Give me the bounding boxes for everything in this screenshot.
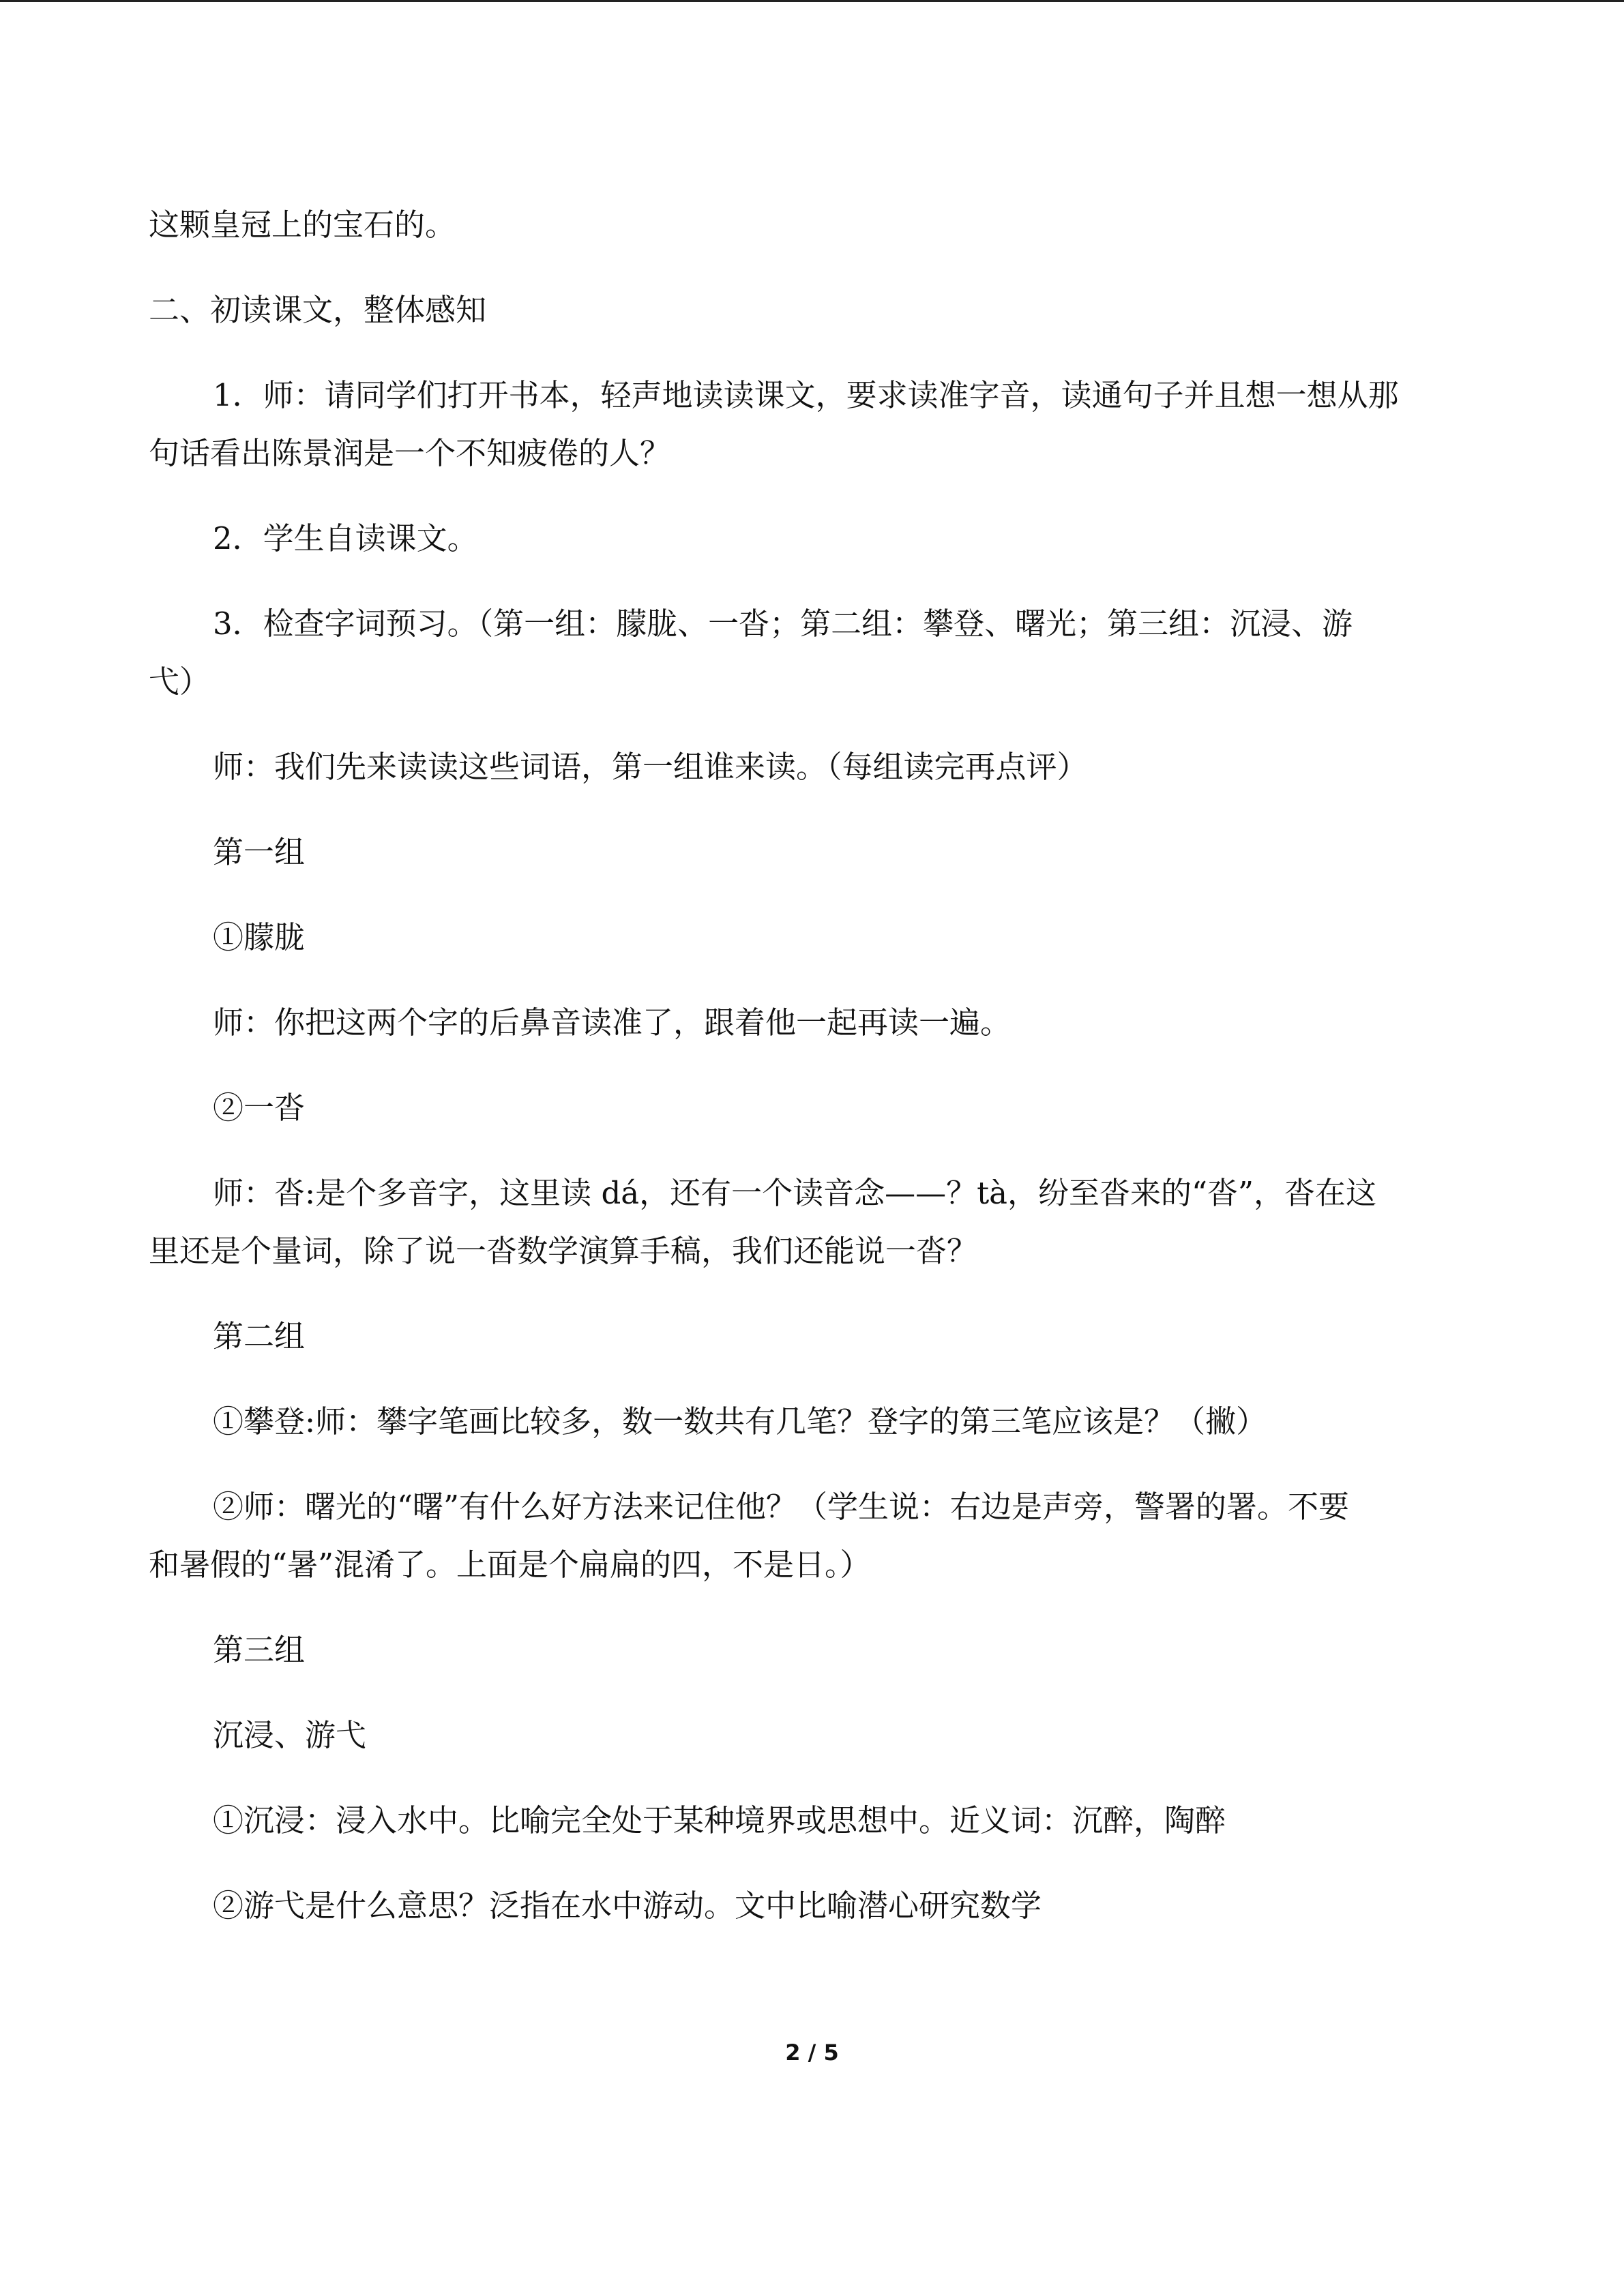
group-heading: 第一组	[213, 834, 306, 870]
text-line: 弋）	[149, 664, 211, 700]
section-heading: 二、初读课文，整体感知	[149, 292, 487, 328]
text-line: ②游弋是什么意思？泛指在水中游动。文中比喻潜心研究数学	[213, 1888, 1042, 1924]
text-line: 里还是个量词，除了说一沓数学演算手稿，我们还能说一沓？	[149, 1233, 978, 1269]
text-line: ①攀登:师：攀字笔画比较多，数一数共有几笔？登字的第三笔应该是？（撇）	[213, 1403, 1267, 1440]
text-line: 师：我们先来读读这些词语，第一组谁来读。（每组读完再点评）	[213, 749, 1088, 785]
text-line: 沉浸、游弋	[213, 1717, 367, 1753]
group-heading: 第二组	[213, 1318, 306, 1354]
page-number: 2 / 5	[785, 2040, 839, 2066]
text-line: 1．师：请同学们打开书本，轻声地读读课文，要求读准字音，读通句子并且想一想从那	[213, 377, 1399, 413]
text-line: ②一沓	[213, 1090, 306, 1126]
text-line: 师：沓:是个多音字，这里读 dá，还有一个读音念——？tà，纷至沓来的“沓”，沓在这	[213, 1175, 1377, 1211]
text-line: 和暑假的“暑”混淆了。上面是个扁扁的四，不是日。）	[149, 1547, 871, 1583]
page-top-border	[0, 0, 1624, 2]
text-line: 句话看出陈景润是一个不知疲倦的人？	[149, 435, 671, 471]
text-line: 3．检查字词预习。（第一组：朦胧、一沓；第二组：攀登、曙光；第三组：沉浸、游	[213, 606, 1353, 642]
text-line: 2．学生自读课文。	[213, 520, 478, 556]
group-heading: 第三组	[213, 1632, 306, 1668]
text-line: 师：你把这两个字的后鼻音读准了，跟着他一起再读一遍。	[213, 1004, 1012, 1041]
text-line: ①朦胧	[213, 919, 306, 955]
text-line: ②师：曙光的“曙”有什么好方法来记住他？（学生说：右边是声旁，警署的署。不要	[213, 1489, 1350, 1525]
text-line: ①沉浸：浸入水中。比喻完全处于某种境界或思想中。近义词：沉醉，陶醉	[213, 1802, 1226, 1838]
text-line: 这颗皇冠上的宝石的。	[149, 207, 456, 243]
